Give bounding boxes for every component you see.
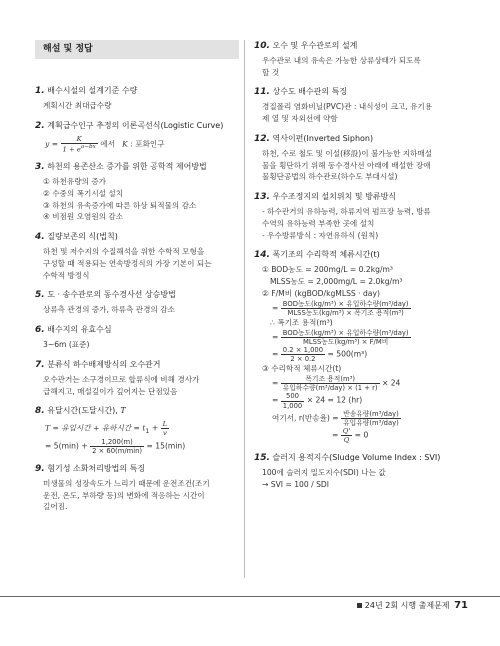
answer-text: 오수관거는 소구경이므로 합류식에 비해 경사가	[43, 374, 200, 384]
question-title: 배수시설의 설계기준 수량	[47, 86, 138, 95]
question-number: 3.	[35, 162, 45, 173]
answer-text: 물횡단공법의 하수관로(하수도 부대시설)	[262, 172, 398, 182]
question-number: 15.	[254, 453, 270, 464]
question-title: 유달시간(도달시간),	[47, 406, 118, 416]
answer-6	[35, 324, 239, 351]
answer-text: 할 것	[262, 67, 280, 77]
column-divider	[244, 40, 245, 578]
question-title: 혐기성 소화처리방법의 특징	[47, 463, 146, 473]
answer-text: 하천, 수로 철도 및 이설(移設)이 불가능한 지하매설	[262, 148, 433, 158]
answer-text: 계획시간 최대급수량	[43, 100, 112, 110]
answer-2	[35, 120, 239, 154]
answer-text: 수학적 방정식	[43, 270, 90, 280]
question-number: 1.	[35, 86, 45, 96]
hrt-formula: = $\frac{\text{폭기조 용적(m³)}}{\text{유입하수량(m³/day) × (1 + r)}}$ × 24	[272, 375, 401, 393]
answer-15	[254, 452, 458, 490]
question-number: 2.	[35, 120, 45, 131]
return-ratio: 여기서, r(반송율) = $\frac{\text{반송유량(m³/day)}}{\text{유입유량(m³/day)}}$	[272, 409, 399, 427]
answer-text: 제 열 및 자외선에 약함	[262, 114, 338, 124]
question-number: 13.	[254, 192, 270, 203]
question-number: 14.	[254, 250, 270, 261]
question-title: 배수지의 유효수심	[47, 325, 112, 335]
time-formula-2: = 5(min) + $\frac{1,200(m)}{2 \times 60(m/\min)}$ = 15(min)	[45, 437, 186, 455]
answer-text: 미생물의 성장속도가 느리기 때문에 운전조건(조기	[43, 478, 210, 488]
answer-text: 우수관로 내의 유속은 가능한 상류상태가 되도록	[262, 55, 421, 65]
answer-text: 상류측 관경의 증가, 하류측 관경의 감소	[43, 305, 175, 315]
footer-rule	[0, 596, 500, 597]
question-number: 7.	[35, 359, 45, 370]
right-column	[254, 40, 458, 499]
page-footer	[357, 600, 468, 611]
answer-text: 수역의 유하능력 부족한 곳에 설치	[262, 218, 375, 228]
question-title: 계획급수인구 추정의 이론곡선식(Logistic Curve)	[47, 120, 224, 130]
hrt-line: ③ 수리학적 체류시간(t)	[262, 364, 342, 374]
answer-text: ③ 하천의 유속증가에 따른 하상 퇴적물의 감소	[43, 200, 197, 210]
answer-text: ④ 비점원 오염원의 감소	[43, 212, 124, 222]
question-number: 4.	[35, 232, 45, 243]
question-title: 오수 및 우수관로의 설계	[272, 41, 358, 50]
question-title: 우수조정지의 설치위치 및 방류방식	[272, 192, 397, 202]
volume-formula: = $\frac{\text{BOD농도(kg/m³) × 유입하수량(m³/day)}}{\text{MLSS농도(kg/m³) × F/M비}}$	[272, 328, 409, 346]
logistic-formula: y = $\frac{K}{1 + e^{a-bx}}$ 에서 K : 포화인구	[45, 134, 165, 154]
question-number: 11.	[254, 87, 270, 98]
section-header: 해설 및 정답	[35, 40, 239, 59]
question-title: 질량보존의 식(법칙)	[47, 232, 118, 242]
answer-4	[35, 231, 239, 281]
answer-text: 하천 및 저수지의 수질해석을 위한 수학적 모형을	[43, 247, 205, 257]
answer-12	[254, 133, 458, 183]
question-title: 슬러지 용적지수(Sludge Volume Index : SVI)	[272, 453, 441, 463]
answer-11	[254, 86, 458, 124]
question-number: 12.	[254, 133, 270, 144]
question-title: 역사이펀(Inverted Siphon)	[272, 133, 374, 143]
footer-text: 24년 2회 시행 출제문제	[364, 601, 450, 610]
volume-label: ∴ 폭기조 용적(m³)	[270, 317, 333, 327]
question-title: 분류식 하수배제방식의 오수관거	[47, 359, 161, 369]
page-number: 71	[454, 600, 468, 611]
return-ratio-result: = $\frac{Q'}{Q}$ = 0	[332, 427, 369, 445]
fm-formula: = $\frac{\text{BOD농도(kg/m³) × 유입하수량(m³/day)}}{\text{MLSS농도(kg/m³) × 폭기조 용적(m³)}}$	[272, 299, 409, 317]
answer-text: - 우수방류방식 : 자연유하식 (원칙)	[262, 230, 379, 240]
answer-10	[254, 40, 458, 78]
answer-text: 100에 슬러지 밀도지수(SDI) 나는 값	[262, 468, 386, 478]
question-number: 8.	[35, 406, 45, 417]
answer-text: 급해지고, 매설깊이가 깊어지는 단점있음	[43, 386, 178, 396]
question-title: 하천의 용존산소 증가를 위한 공학적 제어방법	[47, 162, 207, 172]
mlss-line: MLSS농도 = 2,000mg/L = 2.0kg/m³	[270, 277, 403, 287]
hrt-result: = $\frac{500}{1,000}$ × 24 = 12 (hr)	[272, 392, 363, 410]
answer-13	[254, 191, 458, 241]
answer-text: ① 하천유량의 증가	[43, 177, 106, 187]
answer-1	[35, 85, 239, 112]
answer-text: 길어짐.	[43, 502, 68, 512]
answer-text: → SVI = 100 / SDI	[262, 480, 330, 490]
answer-text: - 하수관거의 유하능력, 하류지역 펌프장 능력, 방류	[262, 207, 431, 217]
answer-text: 구성할 때 적용되는 연속방정식의 가장 기본이 되는	[43, 258, 212, 268]
fm-line: ② F/M비 (kgBOD/kgMLSS · day)	[262, 288, 380, 298]
volume-result: = $\frac{0.2 \times 1,000}{2 \times 0.2}$ = 500(m³)	[272, 346, 368, 364]
answer-3	[35, 161, 239, 223]
time-formula-1: T = 유입시간 + 유하시간 = $t_1$ + $\frac{L}{v}$	[45, 420, 168, 438]
question-number: 5.	[35, 290, 45, 301]
bod-line: ① BOD농도 = 200mg/L = 0.2kg/m³	[262, 265, 393, 275]
question-title: 상수도 배수관의 특징	[272, 87, 348, 97]
answer-text: 운전, 온도, 부하량 등)의 변화에 적응하는 시간이	[43, 490, 205, 500]
question-number: 10.	[254, 41, 270, 51]
answer-8: 8. 유달시간(도달시간), T T = 유입시간 + 유하시간 = $t_1$ + $\frac{L}{v}$ = 5(min) + $\frac{1,200(m)}{2 \times 60(m/\min)}$ = 15(min)	[35, 405, 239, 455]
answer-14	[254, 249, 458, 444]
answer-text: 경질폴리 염화비닐(PVC)관 : 내식성이 크고, 유기용	[262, 102, 433, 112]
question-number: 9.	[35, 463, 45, 474]
question-number: 6.	[35, 325, 45, 336]
question-title: 폭기조의 수리학적 체류시간(t)	[272, 250, 380, 260]
question-title: 도 · 송수관로의 동수경사선 상승방법	[47, 290, 176, 300]
answer-text: 물을 횡단하기 위해 동수경사선 아래에 배설한 장애	[262, 160, 431, 170]
left-column	[35, 40, 239, 521]
answer-text: 3~6m (표준)	[43, 340, 90, 350]
answer-text: ② 수중의 폭기시설 설치	[43, 188, 124, 198]
answer-9	[35, 463, 239, 513]
answer-5	[35, 289, 239, 316]
square-bullet-icon	[357, 603, 362, 608]
answer-7	[35, 359, 239, 397]
